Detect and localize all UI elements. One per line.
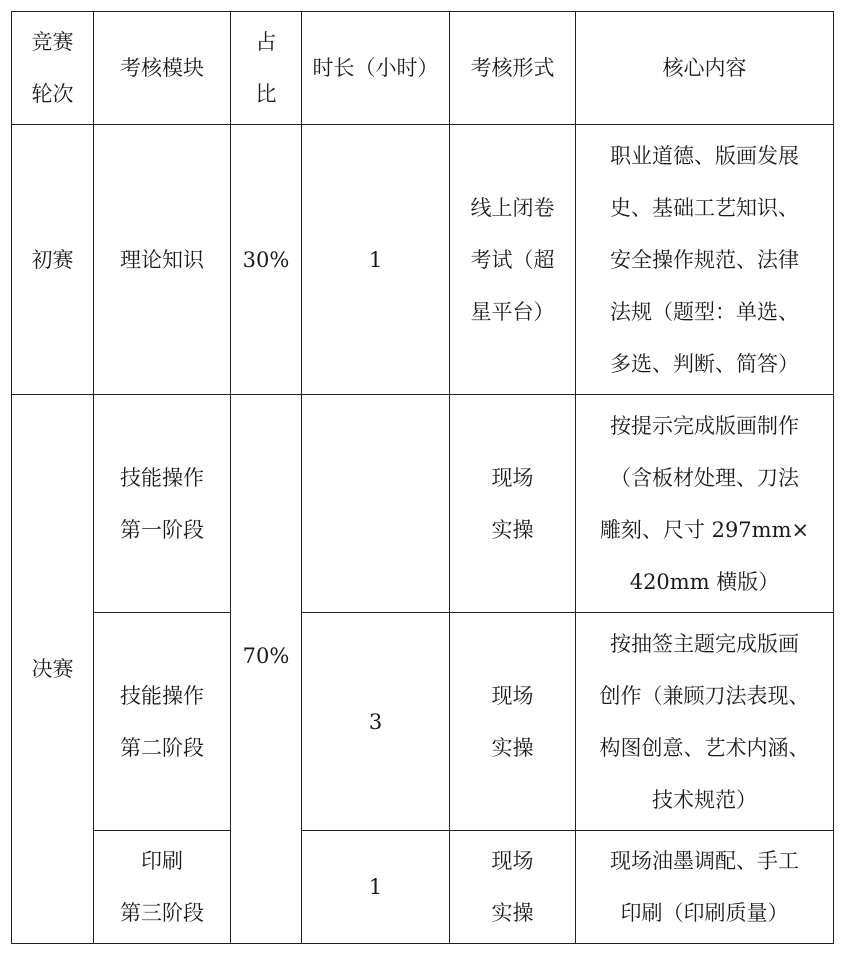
format-cell: 线上闭卷 考试（超 星平台） [450,125,576,395]
content-cell: 职业道德、版画发展 史、基础工艺知识、 安全操作规范、法律 法规（题型：单选、 多选、判断、简答） [576,125,834,395]
duration-cell: 1 [302,125,450,395]
duration-cell [302,395,450,613]
table-row-preliminary [12,125,834,395]
header-duration: 时长（小时） [302,12,450,125]
format-cell: 现场 实操 [450,831,576,944]
table-row-final-stage1 [12,395,834,613]
content-cell: 按抽签主题完成版画 创作（兼顾刀法表现、 构图创意、艺术内涵、 技术规范） [576,613,834,831]
content-cell: 现场油墨调配、手工 印刷（印刷质量） [576,831,834,944]
module-cell: 技能操作 第一阶段 [94,395,231,613]
table-row-final-stage2 [12,613,834,831]
module-cell: 技能操作 第二阶段 [94,613,231,831]
format-cell: 现场 实操 [450,395,576,613]
round-cell: 决赛 [12,395,94,944]
module-cell: 理论知识 [94,125,231,395]
header-row [12,12,834,125]
header-weight: 占 比 [231,12,302,125]
duration-cell: 1 [302,831,450,944]
format-cell: 现场 实操 [450,613,576,831]
weight-cell: 70% [231,395,302,944]
weight-cell: 30% [231,125,302,395]
table-row-final-stage3 [12,831,834,944]
header-module: 考核模块 [94,12,231,125]
competition-table [11,11,834,944]
round-cell: 初赛 [12,125,94,395]
module-cell: 印刷 第三阶段 [94,831,231,944]
header-content: 核心内容 [576,12,834,125]
header-format: 考核形式 [450,12,576,125]
header-round: 竞赛 轮次 [12,12,94,125]
content-cell: 按提示完成版画制作 （含板材处理、刀法 雕刻、尺寸 297mm× 420mm 横版） [576,395,834,613]
duration-cell: 3 [302,613,450,831]
